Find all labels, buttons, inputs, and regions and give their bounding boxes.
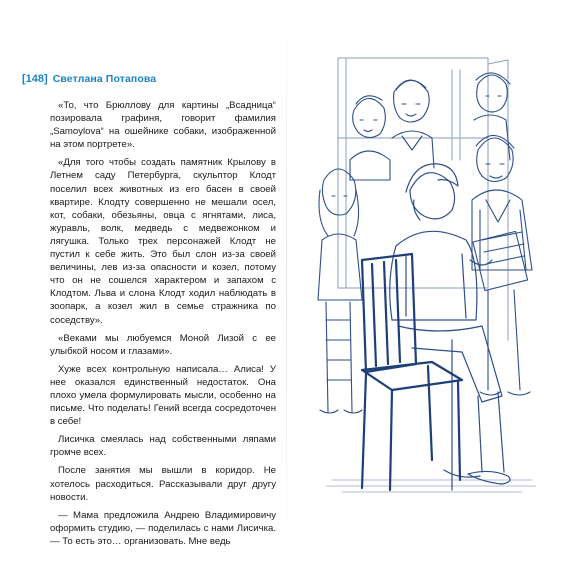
- paragraph: «Для того чтобы создать памятник Крылову в Летнем саду Петербурга, скульптор Клодт поселил всех животных из его басен в своей квартире. Клодту совершенно не мешали осел, кот, собаки, обезьяны, овца с ягнятами, лиса, журавль, волк, медведь с медвежонком и лягушка. Только трех персонажей Клодт не пустил к себе жить. Это был слон из-за своей величины, лев из-за опасности и козел, потому что он не сошелся характером и запахом с Клодтом. Льва и слона Клодт ходил наблюдать в зоопарк, а козел жил в семье стражника по соседству».: [50, 157, 276, 326]
- child-figure: [474, 73, 510, 160]
- paragraph: «То, что Брюллову для картины „Всадница“ позировала графиня, говорит фамилия „Samoylova“ на ошейнике собаки, изображенной на этом портрете».: [50, 100, 276, 151]
- teacher-figure: [390, 164, 510, 490]
- book-gutter: [286, 40, 287, 520]
- child-figure: [392, 80, 434, 168]
- paragraph: — Мама предложила Андрею Владимировичу оформить студию, — поделилась с нами Лисичка. — То есть это… организовать. Мне ведь: [50, 509, 276, 547]
- page-number: [148]: [22, 73, 48, 85]
- paragraph: Лисичка смеялась над собственными ляпами громче всех.: [50, 434, 276, 459]
- running-header: [22, 73, 284, 85]
- floor-shading: [326, 480, 536, 492]
- girl-figure: [318, 169, 362, 413]
- paragraph: Хуже всех контрольную написала… Алиса! У нее оказался единственный недостаток. Она плохо умела формулировать мысли, особенно на письме. Что поделать! Гений всегда сосредоточен в себе!: [50, 363, 276, 428]
- body-text: [50, 99, 276, 548]
- pencil-sketch-illustration: [302, 40, 548, 500]
- chair: [362, 254, 462, 490]
- paragraph: После занятия мы вышли в коридор. Не хотелось расходиться. Рассказывали друг другу новости.: [50, 465, 276, 503]
- author-name: Светлана Потапова: [52, 73, 157, 85]
- paragraph: «Веками мы любуемся Моной Лизой с ее улыбкой носом и глазами».: [50, 332, 276, 357]
- illustration: [302, 40, 548, 500]
- left-page: [22, 73, 284, 553]
